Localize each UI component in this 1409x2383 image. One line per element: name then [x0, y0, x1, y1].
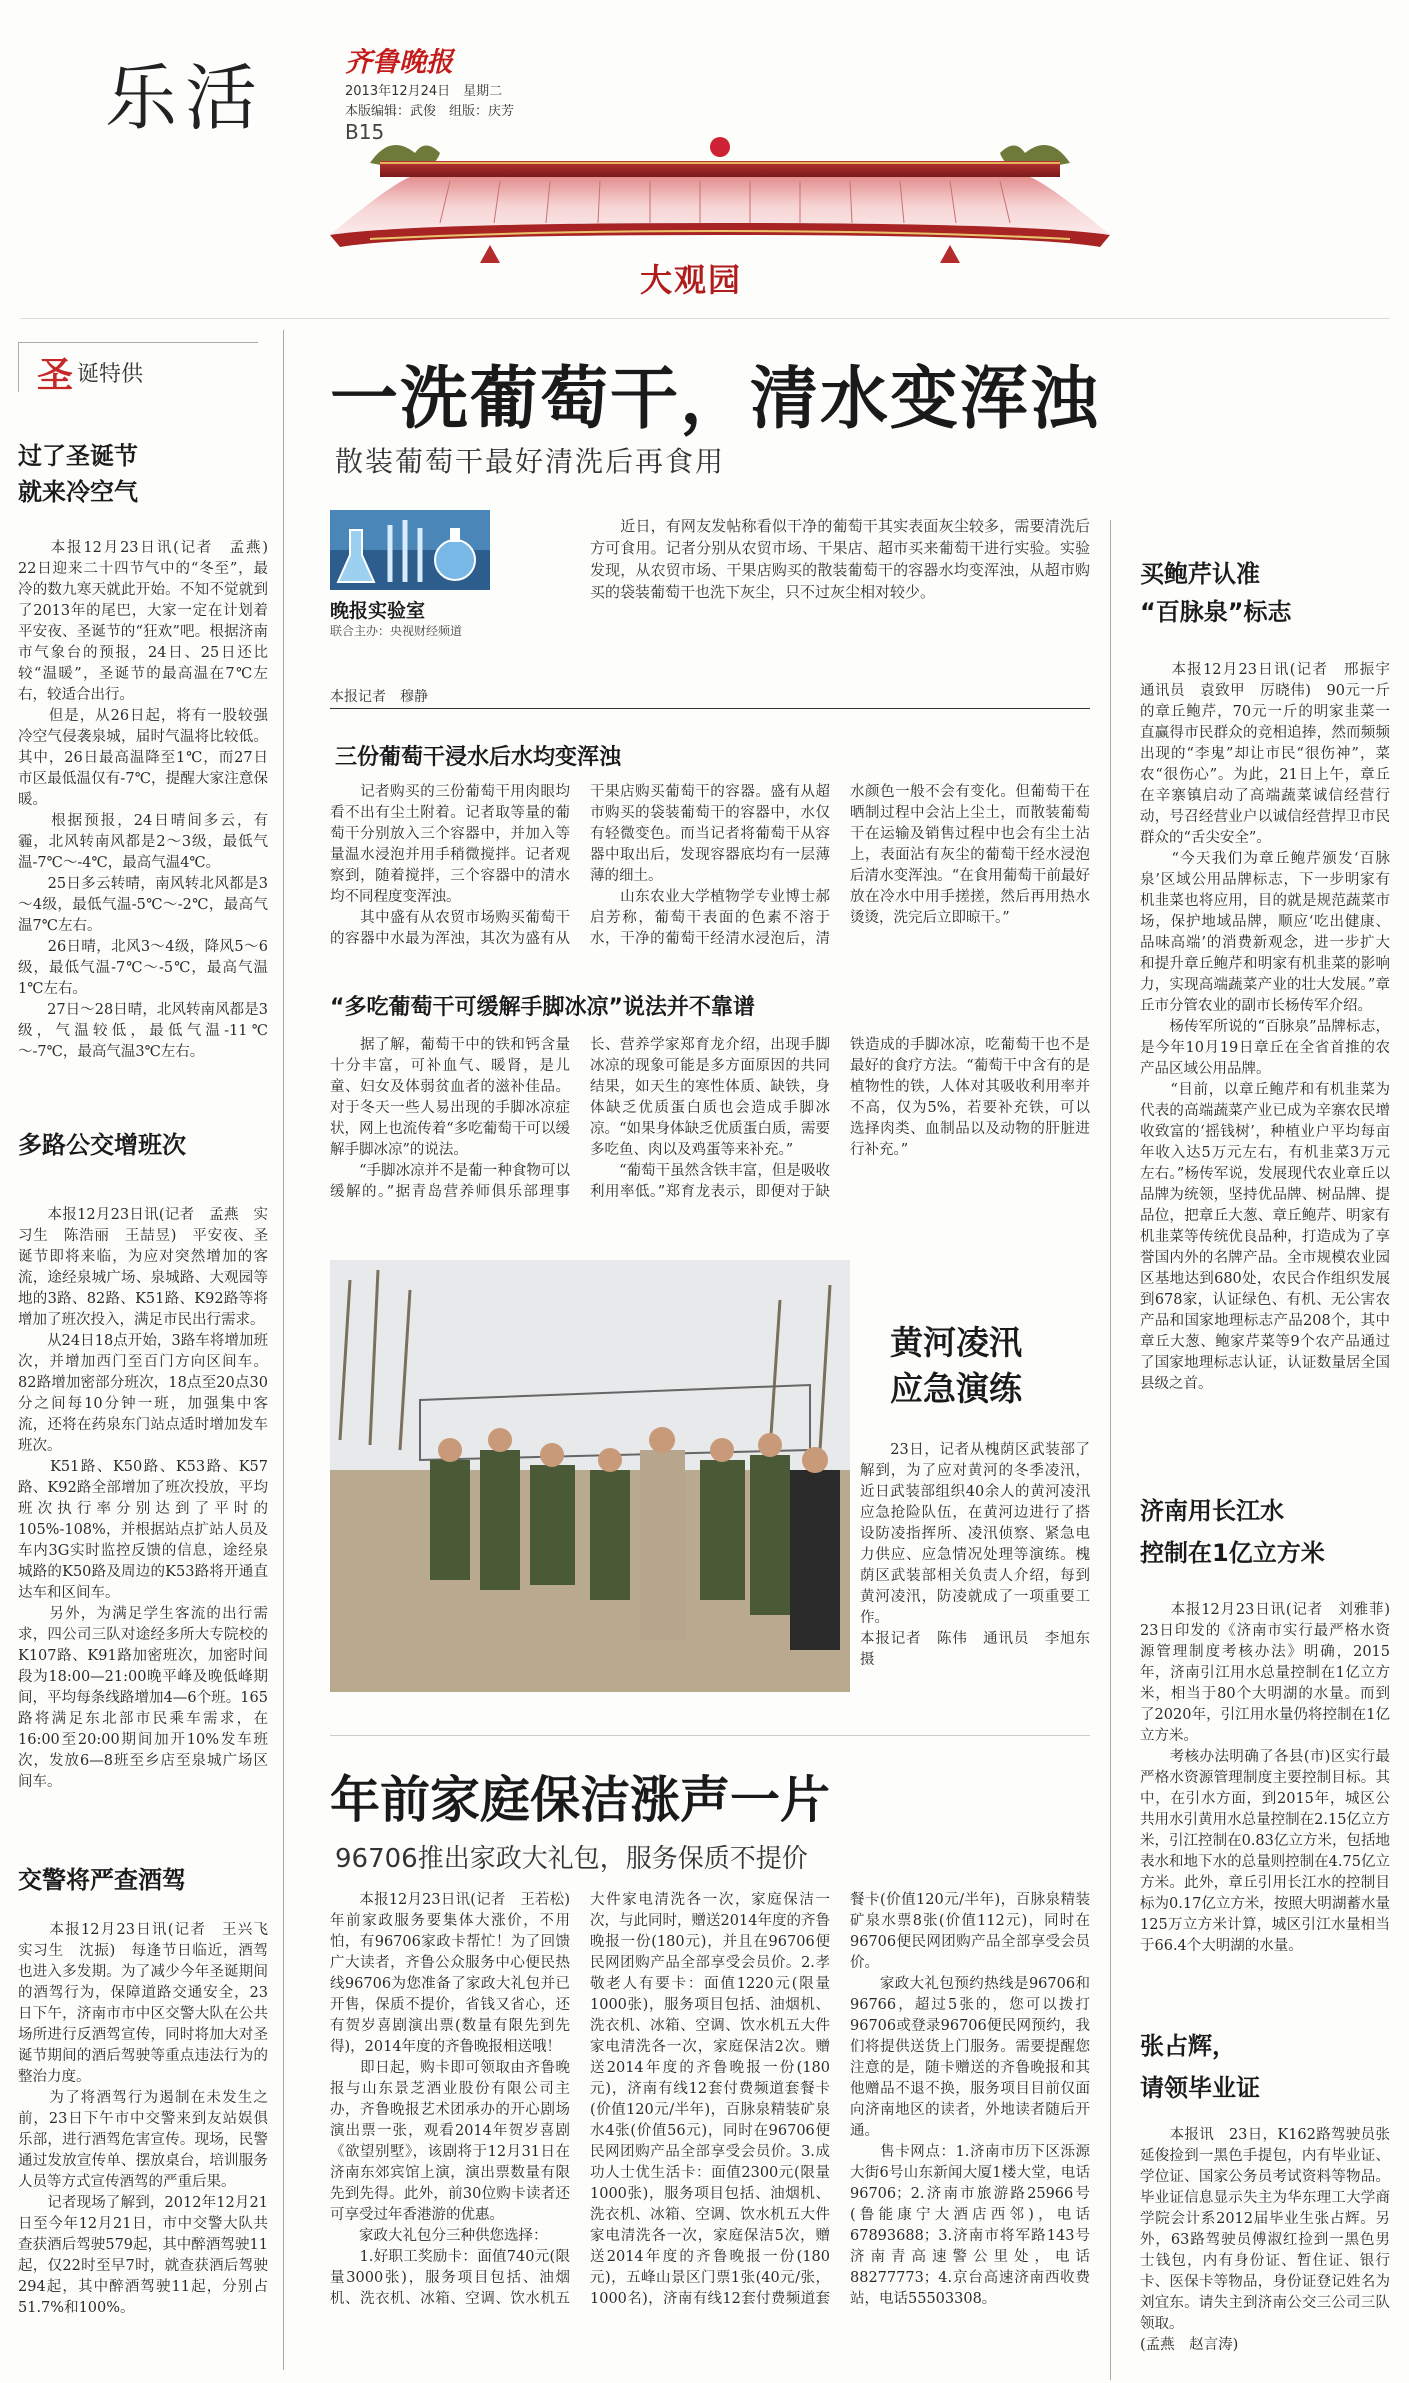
- page-number: B15: [345, 120, 385, 144]
- christmas-badge: [18, 342, 258, 396]
- date-line: 2013年12月24日 星期二: [345, 84, 503, 99]
- lead-headline: 一洗葡萄干，清水变浑浊: [330, 360, 1101, 439]
- housekeeping-subheadline: 96706推出家政大礼包，服务保质不提价: [335, 1844, 808, 1874]
- story-title: [1140, 1490, 1325, 1574]
- photo-story-body: 23日，记者从槐荫区武装部了解到，为了应对黄河的冬季凌汛，近日武装部组织40余人的黄河凌汛应急抢险队伍，在黄河边进行了搭设防凌指挥所、凌汛侦察、紧急电力供应、应急情况处理等演练。槐荫区武装部相关负责人介绍，每到黄河凌汛，防凌就成了一项重要工作。 本报记者 陈伟 通讯员 李旭东 摄: [860, 1442, 1090, 1668]
- story-title: 多路公交增班次: [18, 1131, 186, 1159]
- divider: [20, 318, 1390, 319]
- story-body: 本报12月23日讯(记者 邢振宇 通讯员 袁致甲 厉晓伟) 90元一斤的章丘鲍芹，70元一斤的明家韭菜一直赢得市民群众的竞相追捧，然而频频出现的“李鬼”却让市民“很伤神”，菜农“很伤心”。为此，21日上午，章丘在辛寨镇启动了高端蔬菜诚信经营行动，号召经营业户以诚信经营捍卫市民群众的“舌尖安全”。 “今天我们为章丘鲍芹颁发‘百脉泉’区域公用品牌标志，下一步明家有机韭菜也将应用，目的就是规范蔬菜市场，保护地域品牌，顺应‘吃出健康、品味高端’的消费新观念，进一步扩大和提升章丘鲍芹和明家有机韭菜的影响力，实现高端蔬菜产业的壮大发展。”章丘市分管农业的副市长杨传军介绍。 杨传军所说的“百脉泉”品牌标志，是今年10月19日章丘在全省首推的农产品区域公用品牌。 “目前，以章丘鲍芹和有机韭菜为代表的高端蔬菜产业已成为辛寨农民增收致富的‘摇钱树’，种植业户平均每亩年收入达5万元左右，有机韭菜3万元左右。”杨传军说，发展现代农业章丘以品牌为统领，坚持优品牌、树品牌、提品位，把章丘大葱、章丘鲍芹、明家有机韭菜等传统优良品种，打造成为了享誉国内外的名牌产品。全市规模农业园区基地达到680处，农民合作组织发展到678家，认证绿色、有机、无公害农产品和国家地理标志产品208个，其中章丘大葱、鲍家芹菜等9个农产品通过了国家地理标志认证，认证数量居全国县级之首。: [1140, 662, 1390, 1392]
- lab-logo: [330, 510, 560, 640]
- christmas-badge-label: 诞特供: [77, 362, 144, 387]
- section-body: 据了解，葡萄干中的铁和钙含量十分丰富，可补血气、暖肾，是儿童、妇女及体弱贫血者的滋补佳品。对于冬天一些人易出现的手脚冰凉症状，网上也流传着“多吃葡萄干可以缓解手脚冰凉”的说法。 “手脚冰凉并不是葡一种食物可以缓解的。”据青岛营养师俱乐部理事长、营养学家郑育龙介绍，出现手脚冰凉的现象可能是多方面原因的共同结果，如天生的寒性体质、缺铁，身体缺乏优质蛋白质也会造成手脚冰凉。“如果身体缺乏优质蛋白质，需要多吃鱼、肉以及鸡蛋等来补充。” “葡萄干虽然含铁丰富，但是吸收利用率低。”郑育龙表示，即便对于缺铁造成的手脚冰凉，吃葡萄干也不是最好的食疗方法。“葡萄干中含有的是植物性的铁，人体对其吸收利用率并不高，仅为5%，若要补充铁，可以选择肉类、血制品以及动物的肝脏进行补充。”: [330, 1037, 1090, 1200]
- story-title-line: “百脉泉”标志: [1140, 598, 1292, 626]
- photo-story-title: [890, 1320, 1022, 1412]
- divider: [330, 1735, 1090, 1736]
- lab-label: 晚报实验室: [330, 600, 426, 622]
- story-body: 本报讯 23日，K162路驾驶员张延俊捡到一黑色手提包，内有毕业证、学位证、国家公务员考试资料等物品。毕业证信息显示失主为华东理工大学商学院会计系2012届毕业生张占辉。另外，63路驾驶员傅淑红捡到一黑色男士钱包，内有身份证、暂住证、银行卡、医保卡等物品，身份证登记姓名为刘宜东。请失主到济南公交三公司三队领取。 (孟燕 赵言涛): [1140, 2127, 1390, 2353]
- story-title-line: 过了圣诞节: [18, 442, 138, 470]
- story-body: 本报12月23日讯(记者 王兴飞 实习生 沈振) 每逢节日临近，酒驾也进入多发期。为了减少今年圣诞期间的酒驾行为，保障道路交通安全，23日下午，济南市市中区交警大队在公共场所进行反酒驾宣传，同时将加大对圣诞节期间的酒后驾驶等重点违法行为的整治力度。 为了将酒驾行为遏制在未发生之前，23日下午市中交警来到友站娱俱乐部，进行酒驾危害宣传。现场，民警通过发放宣传单、摆放桌台，培训服务人员等方式宣传酒驾的严重后果。 记者现场了解到，2012年12月21日至今年12月21日，市中交警大队共查获酒后驾驶579起，其中醉酒驾驶11起，仅22时至早7时，就查获酒后驾驶294起，其中醉酒驾驶11起，分别占51.7%和100%。: [18, 1922, 268, 2316]
- story-title-line: 就来冷空气: [18, 478, 138, 506]
- lead-intro: 近日，有网友发帖称看似干净的葡萄干其实表面灰尘较多，需要清洗后方可食用。记者分别从农贸市场、干果店、超市买来葡萄干进行实验。实验发现，从农贸市场、干果店购买的散装葡萄干的容器水均变浑浊，从超市购买的袋装葡萄干也洗下灰尘，只不过灰尘相对较少。: [590, 517, 1090, 601]
- housekeeping-headline: 年前家庭保洁涨声一片: [330, 1771, 830, 1829]
- flask-icon: [330, 510, 490, 590]
- story-title-line: 买鲍芹认准: [1140, 560, 1260, 588]
- lab-sublabel: 联合主办：央视财经频道: [330, 624, 463, 638]
- story-title: 交警将严查酒驾: [18, 1866, 186, 1894]
- lead-subheadline: 散装葡萄干最好清洗后再食用: [335, 445, 726, 478]
- story-body: 本报12月23日讯(记者 刘雅菲) 23日印发的《济南市实行最严格水资源管理制度考核办法》明确，2015年，济南引江用水总量控制在1亿立方米，相当于80个大明湖的水量。而到了2020年，引江用水量仍将控制在1亿立方米。 考核办法明确了各县(市)区实行最严格水资源管理制度主要控制目标。其中，在引水方面，到2015年，城区公共用水引黄用水总量控制在2.15亿立方米，引江控制在0.83亿立方米，包括地表水和地下水的总量则控制在4.75亿立方米。此外，章丘引用长江水的控制目标为0.17亿立方米，按照大明湖蓄水量125万立方米计算，城区引江水量相当于66.4个大明湖的水量。: [1140, 1602, 1390, 1954]
- story-title-line: 张占辉，: [1140, 2032, 1236, 2060]
- masthead: [0, 0, 1409, 320]
- section-title: 三份葡萄干浸水后水均变浑浊: [335, 745, 622, 770]
- column-rule: [283, 330, 284, 2370]
- photo-story-title-line: 应急演练: [890, 1369, 1022, 1408]
- section-title: “多吃葡萄干可缓解手脚冰凉”说法并不靠谱: [330, 995, 755, 1020]
- byline-rule: [330, 708, 1090, 709]
- story-title-line: 济南用长江水: [1140, 1497, 1284, 1525]
- column-rule: [1110, 520, 1111, 2380]
- banner-label: 大观园: [640, 261, 743, 299]
- section-title: 乐活: [105, 56, 266, 140]
- section-body: 记者购买的三份葡萄干用肉眼均看不出有尘土附着。记者取等量的葡萄干分别放入三个容器中，并加入等量温水浸泡并用手稍微搅拌。记者观察到，随着搅拌，三个容器中的清水均不同程度变浑浊。 其中盛有从农贸市场购买葡萄干的容器中水最为浑浊，其次为盛有从干果店购买葡萄干的容器。盛有从超市购买的袋装葡萄干的容器中，水仅有轻微变色。而当记者将葡萄干从容器中取出后，发现容器底均有一层薄薄的细土。 山东农业大学植物学专业博士郝启芳称，葡萄干表面的色素不溶于水，干净的葡萄干经清水浸泡后，清水颜色一般不会有变化。但葡萄干在晒制过程中会沾上尘土，而散装葡萄干在运输及销售过程中也会有尘土沾上，表面沾有灰尘的葡萄干经水浸泡后清水变浑浊。“在食用葡萄干前最好放在冷水中用手搓搓，然后再用热水烫烫，洗完后立即晾干。”: [330, 784, 1090, 947]
- story-title: [1140, 555, 1292, 631]
- newspaper-name: 齐鲁晚报: [345, 47, 453, 78]
- story-body: 本报12月23日讯(记者 孟燕 实习生 陈浩丽 王喆昱) 平安夜、圣诞节即将来临，为应对突然增加的客流，途经泉城广场、泉城路、大观园等地的3路、82路、K51路、K92路等将增加了班次投入，满足市民出行需求。 从24日18点开始，3路车将增加班次，并增加西门至百门方向区间车。82路增加密部分班次，18点至20点30分之间每10分钟一班，加强集中客流，还将在药泉东门站点适时增加发车班次。 K51路、K50路、K53路、K57路、K92路全部增加了班次投放，平均班次执行率分别达到了平时的105%-108%，并根据站点扩站人员及车内3G实时监控反馈的信息，途经泉城路的K50路及周边的K53路将开通直达车和区间车。 另外，为满足学生客流的出行需求，四公司三队对途经多所大专院校的K107路、K91路加密班次，加密时间段为18:00—21:00晚平峰及晚低峰期间，平均每条线路增加4—6个班。165路将满足东北部市民乘车需求，在16:00至20:00期间加开10%发车班次，发放6—8班至乡店至泉城广场区间车。: [18, 1207, 268, 1790]
- editor-line: 本版编辑：武俊 组版：庆芳: [345, 104, 515, 119]
- byline: 本报记者 穆静: [330, 689, 428, 705]
- christmas-badge-char: 圣: [37, 354, 74, 396]
- housekeeping-body: 本报12月23日讯(记者 王若松) 年前家政服务要集体大涨价，不用怕，有96706家政卡帮忙！为了回馈广大读者，齐鲁公众服务中心便民热线96706为您准备了家政大礼包并已开售，保质不提价，省钱又省心，还有贺岁喜剧演出票(数量有限先到先得)，2014年度的齐鲁晚报相送哦！ 即日起，购卡即可领取由齐鲁晚报与山东景芝酒业股份有限公司主办，齐鲁晚报艺术团承办的开心剧场演出票一张，观看2014年贺岁喜剧《欲望别墅》，该剧将于12月31日在济南东郊宾馆上演，演出票数量有限先到先得。此外，前30位购卡读者还可享受过年香港游的优惠。 家政大礼包分三种供您选择： 1.好职工奖励卡：面值740元(限量3000张)，服务项目包括、油烟机、洗衣机、冰箱、空调、饮水机五大件家电清洗各一次，家庭保洁一次，与此同时，赠送2014年度的齐鲁晚报一份(180元)，并且在96706便民网团购产品全部享受会员价。2.孝敬老人有要卡：面值1220元(限量1000张)，服务项目包括、油烟机、洗衣机、冰箱、空调、饮水机五大件家电清洗各一次，家庭保洁2次。赠送2014年度的齐鲁晚报一份(180元)，济南有线12套付费频道套餐卡(价值120元/半年)，百脉泉精装矿泉水4张(价值56元)，同时在96706便民网团购产品全部享受会员价。3.成功人士优生活卡：面值2300元(限量1000张)，服务项目包括、油烟机、洗衣机、冰箱、空调、饮水机五大件家电清洗各一次，家庭保洁5次，赠送2014年度的齐鲁晚报一份(180元)，五峰山景区门票1张(40元/张，1000名)，济南有线12套付费频道套餐卡(价值120元/半年)，百脉泉精装矿泉水票8张(价值112元)，同时在96706便民网团购产品全部享受会员价。 家政大礼包预约热线是96706和96766，超过5张的，您可以拨打96706或登录96706便民网预约，我们将提供送货上门服务。需要提醒您注意的是，随卡赠送的齐鲁晚报和其他赠品不退不换，服务项目目前仅面向济南地区的读者，外地读者随后开通。 售卡网点：1.济南市历下区泺源大街6号山东新闻大厦1楼大堂，电话96706；2.济南市旅游路25966号(鲁能康宁大酒店西邻)，电话67893688；3.济南市将军路143号济南青高速警公里处，电话88277773；4.京台高速济南西收费站，电话55503308。: [330, 1892, 1090, 2307]
- photo-story-title-line: 黄河凌汛: [890, 1323, 1022, 1362]
- story-body: 本报12月23日讯(记者 孟燕) 22日迎来二十四节气中的“冬至”，最冷的数九寒天就此开始。不知不觉就到了2013年的尾巴，大家一定在计划着平安夜、圣诞节的“狂欢”吧。根据济南市气象台的预报，24日、25日还比较“温暖”，圣诞节的最高温在7℃左右，较适合出行。 但是，从26日起，将有一股较强冷空气侵袭泉城，届时气温将比较低。其中，26日最高温降至1℃，而27日市区最低温仅有-7℃，提醒大家注意保暖。 根据预报，24日晴间多云，有霾，北风转南风都是2～3级，最低气温-7℃～-4℃，最高气温4℃。 25日多云转晴，南风转北风都是3～4级，最低气温-5℃～-2℃，最高气温7℃左右。 26日晴，北风3～4级，降风5～6级，最低气温-7℃～-5℃，最高气温1℃左右。 27日～28日晴，北风转南风都是3级，气温较低，最低气温-11℃～-7℃，最高气温3℃左右。: [18, 540, 268, 1060]
- story-title: [1140, 2025, 1260, 2109]
- story-title-line: 请领毕业证: [1140, 2074, 1260, 2102]
- story-title-line: 控制在1亿立方米: [1140, 1539, 1325, 1567]
- story-title: [18, 438, 138, 510]
- news-photo: [330, 1260, 850, 1692]
